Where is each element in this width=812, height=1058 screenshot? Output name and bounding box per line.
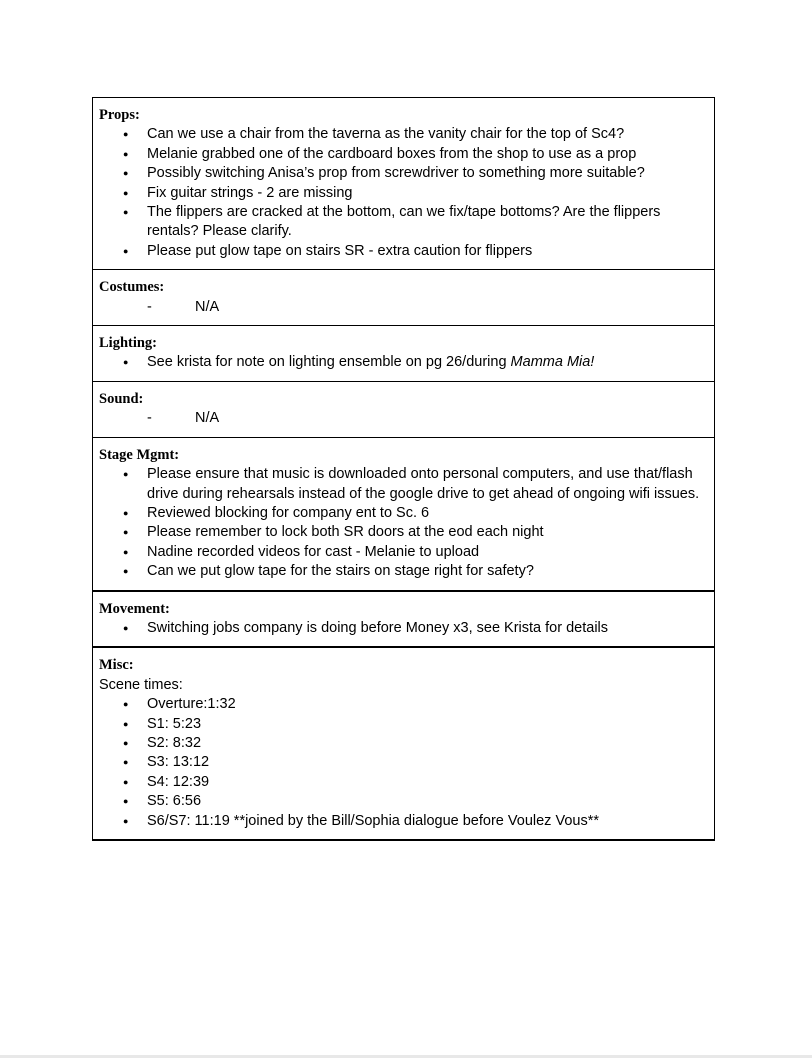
dash-marker: - bbox=[147, 298, 152, 315]
list-item: ● Can we use a chair from the taverna as the vanity chair for the top of Sc4? bbox=[99, 125, 708, 144]
list-item: ● The flippers are cracked at the bottom, can we fix/tape bottoms? Are the flippers rentals? Please clarify. bbox=[99, 203, 708, 242]
list-item: ● Please put glow tape on stairs SR - extra caution for flippers bbox=[99, 242, 708, 261]
lighting-heading: Lighting: bbox=[99, 335, 158, 352]
list-item: ● Can we put glow tape for the stairs on stage right for safety? bbox=[99, 562, 708, 581]
section-stage-mgmt bbox=[93, 437, 715, 590]
list-item: ● Nadine recorded videos for cast - Melanie to upload bbox=[99, 543, 708, 562]
list-item: ● S3: 13:12 bbox=[99, 753, 708, 772]
list-item: ● Fix guitar strings - 2 are missing bbox=[99, 184, 708, 203]
list-item: ● S1: 5:23 bbox=[99, 715, 708, 734]
costumes-heading: Costumes: bbox=[99, 279, 165, 296]
stage-mgmt-heading: Stage Mgmt: bbox=[99, 446, 180, 463]
costumes-value: N/A bbox=[195, 298, 220, 315]
movement-heading: Movement: bbox=[99, 600, 170, 617]
section-costumes bbox=[93, 270, 715, 326]
section-lighting bbox=[93, 326, 715, 382]
sound-line bbox=[99, 409, 708, 428]
list-item bbox=[99, 353, 708, 372]
scene-times-label: Scene times: bbox=[99, 676, 183, 693]
list-item: ● Overture:1:32 bbox=[99, 695, 708, 714]
list-item: ● Please ensure that music is downloaded onto personal computers, and use that/flash drive during rehearsals instead of the google drive to get ahead of ongoing wifi issues. bbox=[99, 465, 708, 504]
movement-list bbox=[99, 619, 708, 638]
list-item: ● Switching jobs company is doing before Money x3, see Krista for details bbox=[99, 619, 708, 638]
section-misc bbox=[93, 647, 715, 840]
list-item: ● S2: 8:32 bbox=[99, 734, 708, 753]
list-item: ● Possibly switching Anisa’s prop from screwdriver to something more suitable? bbox=[99, 164, 708, 183]
lighting-note-title: Mamma Mia! bbox=[510, 354, 595, 371]
lighting-note: See krista for note on lighting ensemble on pg 26/during bbox=[147, 354, 511, 371]
stage-mgmt-list bbox=[99, 465, 708, 581]
rehearsal-report-table bbox=[92, 97, 715, 841]
list-item: ● Please remember to lock both SR doors at the eod each night bbox=[99, 523, 708, 542]
props-heading: Props: bbox=[99, 107, 140, 123]
costumes-line bbox=[99, 298, 708, 317]
sound-value: N/A bbox=[195, 410, 220, 427]
scene-times-list bbox=[99, 695, 708, 831]
list-item: ● S4: 12:39 bbox=[99, 773, 708, 792]
list-item: ● Melanie grabbed one of the cardboard boxes from the shop to use as a prop bbox=[99, 145, 708, 164]
dash-marker: - bbox=[147, 410, 152, 427]
section-sound bbox=[93, 381, 715, 437]
misc-heading: Misc: bbox=[99, 657, 134, 674]
sound-heading: Sound: bbox=[99, 390, 144, 407]
list-item: ● Reviewed blocking for company ent to Sc. 6 bbox=[99, 504, 708, 523]
lighting-list bbox=[99, 353, 708, 372]
section-movement bbox=[93, 591, 715, 648]
props-list bbox=[99, 125, 708, 261]
list-item: ● S6/S7: 11:19 **joined by the Bill/Sophia dialogue before Voulez Vous** bbox=[99, 812, 708, 831]
list-item: ● S5: 6:56 bbox=[99, 792, 708, 811]
section-props bbox=[93, 98, 715, 270]
